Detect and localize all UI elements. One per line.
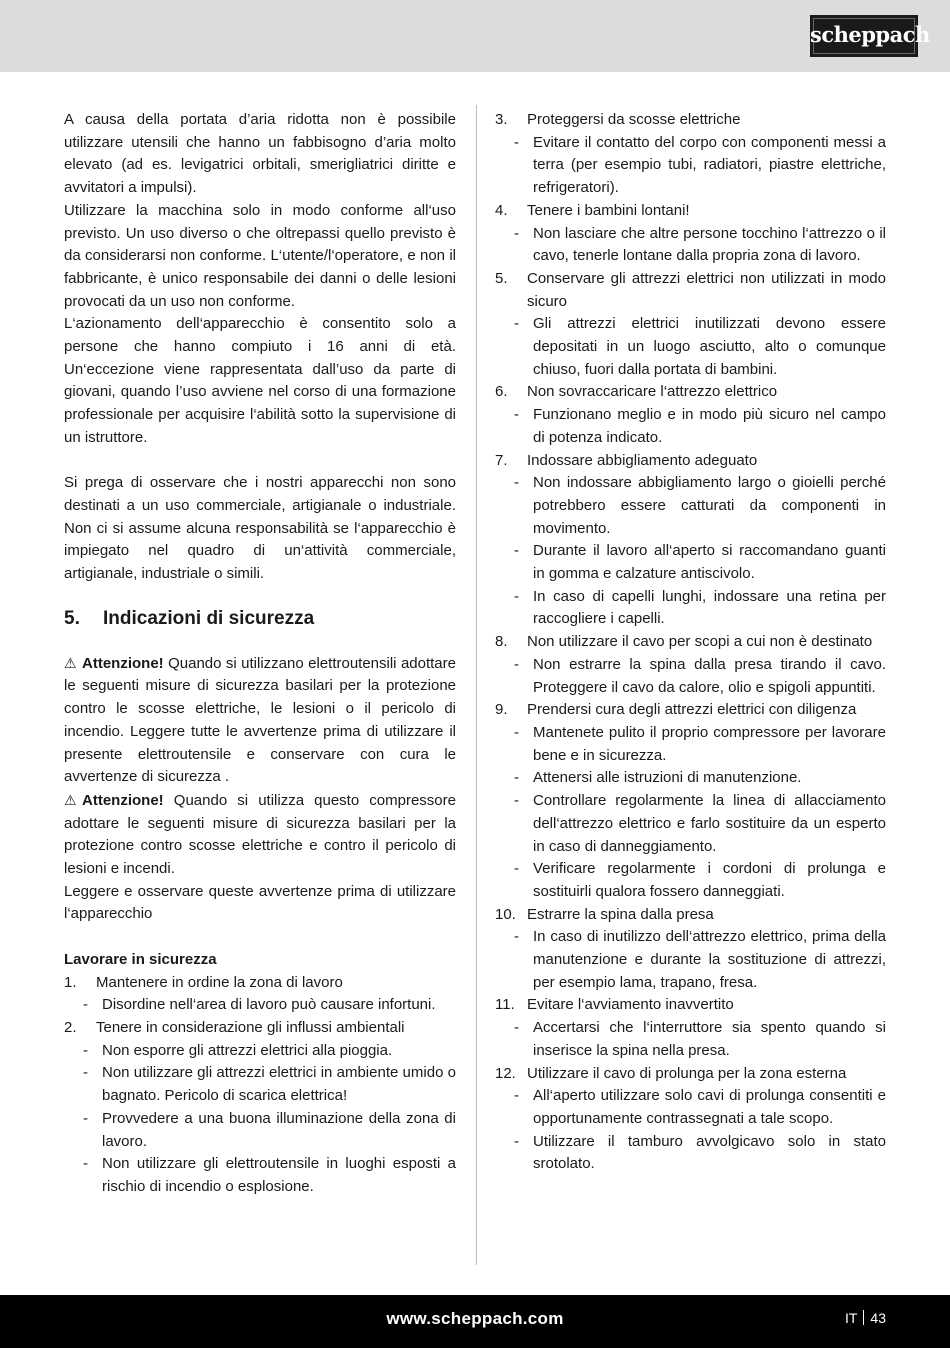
warning-triangle-icon: ⚠ (64, 654, 77, 671)
dash-item: - Provvedere a una buona illuminazione della zona di lavoro. (64, 1108, 456, 1153)
list-number: 8. (495, 633, 508, 651)
list-number: 5. (495, 269, 508, 287)
warning-paragraph (64, 652, 456, 789)
list-number: 4. (495, 201, 508, 219)
list-item (64, 1017, 456, 1040)
list-number: 2. (64, 1018, 77, 1036)
subheading: Lavorare in sicurezza (64, 950, 217, 968)
list-item-title: Conservare gli attrezzi elettrici non utilizzati in modo sicuro (527, 269, 886, 310)
warning-triangle-icon: ⚠ (64, 791, 77, 808)
read-note: Leggere e osservare queste avvertenze prima di utilizzare l‘apparecchio (64, 882, 456, 923)
section-heading (64, 606, 456, 632)
list-item (495, 994, 886, 1017)
warning-paragraph (64, 789, 456, 881)
list-number: 1. (64, 973, 77, 991)
page-number: 43 (870, 1310, 886, 1326)
separator (863, 1310, 864, 1325)
list-item (64, 972, 456, 995)
dash-item: - Non lasciare che altre persone tocchino l‘attrezzo o il cavo, tenerle lontane dalla propria zona di lavoro. (495, 223, 886, 268)
list-item (495, 268, 886, 313)
list-number: 3. (495, 111, 508, 128)
list-item-title: Prendersi cura degli attrezzi elettrici con diligenza (527, 701, 857, 719)
list-item (495, 904, 886, 927)
dash-item: - Mantenete pulito il proprio compressore per lavorare bene e in sicurezza. (495, 722, 886, 767)
list-item-title: Non sovraccaricare l‘attrezzo elettrico (527, 383, 778, 401)
dash-item: - Attenersi alle istruzioni di manutenzione. (495, 767, 886, 790)
list-item-title: Tenere i bambini lontani! (527, 201, 690, 219)
left-column (64, 109, 456, 1199)
warning-label: Attenzione! (82, 654, 164, 672)
dash-item: - Non estrarre la spina dalla presa tirando il cavo. Proteggere il cavo da calore, olio e spigoli appuntiti. (495, 654, 886, 699)
list-number: 11. (495, 996, 515, 1014)
notice-paragraph: Si prega di osservare che i nostri apparecchi non sono destinati a un uso commerciale, artigianale o industriale. Non ci si assume alcuna responsabilità se l‘apparecchio è impiegato nel quadro di un‘attività commerciale, artigianale, industriale o simili. (64, 474, 456, 583)
column-divider (476, 105, 477, 1265)
dash-item: - Funzionano meglio e in modo più sicuro nel campo di potenza indicato. (495, 404, 886, 449)
dash-item: - Accertarsi che l‘interruttore sia spento quando si inserisce la spina nella presa. (495, 1017, 886, 1062)
dash-item: - In caso di capelli lunghi, indossare una retina per raccogliere i capelli. (495, 586, 886, 631)
list-item (495, 200, 886, 223)
list-item-title: Proteggersi da scosse elettriche (527, 111, 741, 128)
list-number: 12. (495, 1064, 516, 1082)
dash-item: - Non utilizzare gli elettroutensile in luoghi esposti a rischio di incendio o esplosione. (64, 1153, 456, 1198)
list-number: 6. (495, 383, 508, 401)
list-item-title: Estrarre la spina dalla presa (527, 905, 714, 923)
section-title: Indicazioni di sicurezza (103, 607, 315, 629)
list-item (495, 109, 886, 132)
list-item (495, 1063, 886, 1086)
dash-item: - Non utilizzare gli attrezzi elettrici in ambiente umido o bagnato. Pericolo di scarica elettrica! (64, 1062, 456, 1107)
intro-paragraph: A causa della portata d’aria ridotta non è possibile utilizzare utensili che hanno un fabbisogno d’aria molto elevato (ad es. levigatrici orbitali, smerigliatrici diritte e avvitatori a impulsi). (64, 111, 456, 197)
list-item-title: Tenere in considerazione gli influssi ambientali (96, 1018, 405, 1036)
section-number: 5. (64, 607, 80, 629)
page-header (0, 0, 950, 72)
dash-item: - Non indossare abbigliamento largo o gioielli perché potrebbero essere catturati da componenti in movimento. (495, 472, 886, 540)
warning-text: Quando si utilizzano elettroutensili adottare le seguenti misure di sicurezza basilari per la protezione contro le scosse elettriche, le lesioni o il pericolo di incendio. Leggere tutte le avvertenze prima di utilizzare il presente elettroutensile e conservare con cura le avvertenze di sicurezza . (64, 654, 456, 786)
scheppach-logo: scheppach (810, 15, 918, 57)
language-code: IT (844, 1310, 858, 1326)
list-item-title: Evitare l‘avviamento inavvertito (527, 996, 734, 1014)
warning-text: Quando si utilizza questo compressore adottare le seguenti misure di sicurezza basilari per la protezione contro scosse elettriche e contro il pericolo di lesioni e incendi. (64, 791, 456, 878)
dash-item: - Disordine nell‘area di lavoro può causare infortuni. (64, 994, 456, 1017)
list-item (495, 699, 886, 722)
list-item-title: Mantenere in ordine la zona di lavoro (96, 973, 343, 991)
list-number: 7. (495, 451, 508, 469)
dash-item: - Durante il lavoro all‘aperto si raccomandano guanti in gomma e calzature antiscivolo. (495, 540, 886, 585)
intro-paragraph: L‘azionamento dell‘apparecchio è consentito solo a persone che hanno compiuto i 16 anni di età. Un‘eccezione viene rappresentata dall’uso da parte di giovani, quando l’uso avviene nel corso di una formazione professionale per acquisire l‘abilità sotto la supervisione di un istruttore. (64, 315, 456, 446)
dash-item: - Non esporre gli attrezzi elettrici alla pioggia. (64, 1040, 456, 1063)
right-column (495, 109, 886, 1176)
list-number: 10. (495, 905, 516, 923)
dash-item: - Gli attrezzi elettrici inutilizzati devono essere depositati in un luogo asciutto, alto o comunque chiuso, fuori dalla portata di bambini. (495, 313, 886, 381)
list-item-title: Utilizzare il cavo di prolunga per la zona esterna (527, 1064, 847, 1082)
dash-item: - In caso di inutilizzo dell‘attrezzo elettrico, prima della manutenzione e durante la sostituzione di attrezzi, per esempio lama, trapano, fresa. (495, 926, 886, 994)
dash-item: - Controllare regolarmente la linea di allacciamento dell‘attrezzo elettrico e farlo sostituire da un esperto in caso di danneggiamento. (495, 790, 886, 858)
list-number: 9. (495, 701, 508, 719)
list-item (495, 450, 886, 473)
intro-paragraph: Utilizzare la macchina solo in modo conforme all‘uso previsto. Un uso diverso o che oltrepassi quello previsto è da considerarsi non conforme. L‘utente/l‘operatore, e non il fabbricante, è unico responsabile dei danni o delle lesioni provocati da un uso non conforme. (64, 201, 456, 310)
list-item (495, 381, 886, 404)
list-item-title: Indossare abbigliamento adeguato (527, 451, 758, 469)
warning-label: Attenzione! (82, 791, 164, 809)
list-item (495, 631, 886, 654)
dash-item: - All‘aperto utilizzare solo cavi di prolunga consentiti e opportunamente contrassegnati a tale scopo. (495, 1085, 886, 1130)
list-item-title: Non utilizzare il cavo per scopi a cui non è destinato (527, 633, 873, 651)
dash-item: - Evitare il contatto del corpo con componenti messi a terra (per esempio tubi, radiatori, piastre elettriche, refrigeratori). (495, 132, 886, 200)
dash-item: - Utilizzare il tamburo avvolgicavo solo in stato srotolato. (495, 1131, 886, 1176)
website-link[interactable]: www.scheppach.com (386, 1309, 564, 1328)
dash-item: - Verificare regolarmente i cordoni di prolunga e sostituirli qualora fossero danneggiati. (495, 858, 886, 903)
page-footer (0, 1295, 950, 1348)
page-info (845, 1310, 886, 1326)
